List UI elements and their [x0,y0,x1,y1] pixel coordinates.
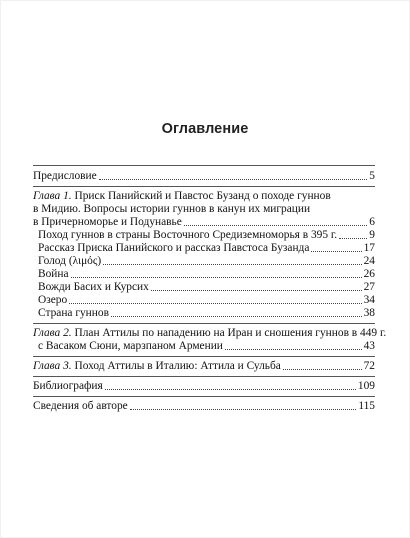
toc-page-number: 5 [369,170,375,182]
toc-subentry [33,242,375,255]
toc-entry-label: Вожди Басих и Курсих [38,281,149,293]
toc-page-number: 26 [363,268,375,280]
divider-rule [33,356,375,357]
chapter-title-part: с Васаком Сюни, марзпаном Армении [38,340,223,352]
chapter3-title [33,360,281,373]
toc-subentry [33,268,375,281]
chapter-title-part: Поход Аттилы в Италию: Аттила и Сульба [74,360,281,372]
toc-chapter1-line2: в Мидию. Вопросы истории гуннов в канун их миграции [33,203,311,215]
chapter-number: Глава 1. [33,190,72,202]
dot-leader [71,277,362,278]
toc-entry-label: Рассказ Приска Панийского и рассказ Павстоса Бузанда [38,242,310,254]
toc-page-number: 9 [369,229,375,241]
chapter-title-part: План Аттилы по нападению на Иран и сношения гуннов в 449 г. [74,327,387,339]
toc-subentry [33,229,375,242]
dot-leader [225,349,362,350]
toc-chapter2-line2 [33,340,375,353]
page-title: Оглавление [161,121,249,137]
chapter-number: Глава 2. [33,327,72,339]
chapter-title-part: Приск Панийский и Павстос Бузанд о походе гуннов [74,190,331,202]
toc-chapter1-line1 [33,190,375,203]
dot-leader [151,290,362,291]
toc-entry-label: Поход гуннов в страны Восточного Средиземноморья в 395 г. [38,229,338,241]
toc-chapter3 [33,360,375,373]
dot-leader [283,369,362,370]
toc-page-number: 115 [358,400,375,412]
toc-page-number: 24 [363,255,375,267]
divider-rule [33,396,375,397]
toc-entry-author [33,400,375,413]
dot-leader [103,264,361,265]
toc-entry-bibliography [33,380,375,393]
toc-page-number: 6 [369,216,375,228]
dot-leader [69,303,361,304]
toc-chapter2-line1 [33,327,387,340]
dot-leader [99,179,368,180]
toc-page-number: 17 [363,242,375,254]
toc-page-number: 109 [357,380,375,392]
toc-subentry [33,255,375,268]
toc-subentry [33,294,375,307]
dot-leader [339,238,367,239]
toc-entry-label: Сведения об авторе [33,400,128,412]
table-of-contents [33,165,387,413]
divider-rule [33,323,375,324]
toc-page-number: 72 [363,360,375,372]
toc-page-number: 34 [363,294,375,306]
toc-chapter1-line3 [33,216,375,229]
divider-rule [33,186,375,187]
toc-entry-label: Голод (λιμός) [38,255,102,267]
toc-subentry [33,281,375,294]
dot-leader [111,316,362,317]
chapter-number: Глава 3. [33,360,72,372]
toc-entry-label: Война [38,268,69,280]
toc-entry-label: Озеро [38,294,68,306]
dot-leader [105,389,356,390]
toc-entry-label: Страна гуннов [38,307,109,319]
toc-page-number: 38 [363,307,375,319]
dot-leader [130,409,357,410]
toc-page-number: 27 [363,281,375,293]
toc-page-number: 43 [363,340,375,352]
chapter-title-part: в Причерноморье и Подунавье [33,216,182,228]
toc-subentry [33,307,375,320]
toc-entry-label: Библиография [33,380,103,392]
toc-entry-label: Предисловие [33,170,97,182]
divider-rule [33,376,375,377]
toc-entry-preface [33,170,375,183]
top-rule [33,165,375,166]
dot-leader [184,225,367,226]
dot-leader [311,251,361,252]
